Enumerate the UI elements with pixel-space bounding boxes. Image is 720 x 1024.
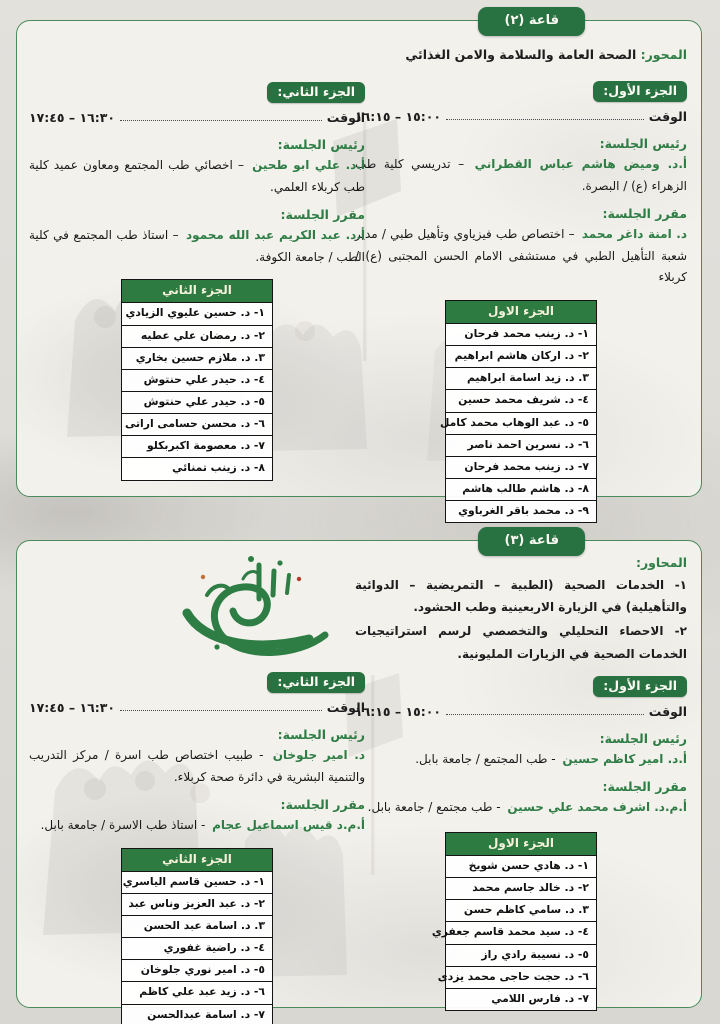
- part1-time-row: [355, 109, 687, 124]
- roster-body: [122, 872, 272, 1024]
- roster-row: ٢- د. رمضان علي عطيه: [122, 326, 272, 348]
- dotted-leader: [120, 710, 322, 711]
- hall3-part2-roster: [121, 848, 273, 1024]
- roster-row: ١- د. حسين قاسم الياسري: [122, 872, 272, 894]
- roster-row: ٢- د. عبد العزيز وناس عبد: [122, 894, 272, 916]
- chair-line: [29, 745, 365, 788]
- rapporteur-desc: - استاذ طب الاسرة / جامعة بابل.: [40, 818, 206, 833]
- roster-body: [122, 303, 272, 479]
- hall2-panel: [16, 13, 702, 518]
- chair-label: رئيس الجلسة:: [599, 136, 687, 151]
- rapporteur-line: [29, 225, 365, 268]
- time-label: الوقت: [648, 703, 687, 719]
- roster-row: ١- د. زينب محمد فرحان: [446, 324, 596, 346]
- roster-row: ٤- د. راضية غفوري: [122, 938, 272, 960]
- roster-row: ٥- د. امير نوري جلوخان: [122, 960, 272, 982]
- time-label: الوقت: [326, 700, 365, 715]
- topic-item: ١- الخدمات الصحية (الطبية – التمريضية – الدوائية والتأهيلية) في الزيارة الاربعينية وطب الحشود.: [355, 578, 687, 615]
- part1-label-tab: الجزء الأول:: [593, 81, 687, 102]
- time-value: ١٥:٠٠ – ١٦:١٥: [355, 703, 442, 719]
- rapporteur-line: [355, 797, 687, 819]
- topics-label: المحاور:: [635, 555, 687, 570]
- hall2-topic: [355, 45, 687, 65]
- roster-row: ٨- د. هاشم طالب هاشم: [446, 479, 596, 501]
- roster-row: ٤- د. شريف محمد حسين: [446, 390, 596, 412]
- part2-time-row: [29, 110, 365, 125]
- dotted-leader: [446, 714, 644, 715]
- roster-header: الجزء الاول: [446, 301, 596, 324]
- part2-time-row: [29, 700, 365, 715]
- chair-desc: – اخصائي طب المجتمع ومعاون عميد كلية طب كربلاء العلمي.: [29, 158, 365, 194]
- hall3-tab: قاعة (٣): [478, 527, 585, 556]
- dotted-leader: [446, 119, 644, 120]
- roster-row: ٢- د. خالد جاسم محمد: [446, 878, 596, 900]
- hall3-panel: [16, 533, 702, 1021]
- roster-row: ٥- د. نسيبة رادي راز: [446, 945, 596, 967]
- part2-label-tab: الجزء الثاني:: [267, 82, 365, 103]
- roster-row: ٤- د. سيد محمد قاسم جعفري: [446, 922, 596, 944]
- roster-row: ٥- د. عبد الوهاب محمد كامل: [446, 413, 596, 435]
- rapporteur-name: أ.د. عبد الكريم عبد الله محمود: [186, 228, 365, 243]
- roster-row: ٧- د. معصومة اكبربكلو: [122, 436, 272, 458]
- roster-row: ٢- د. اركان هاشم ابراهيم: [446, 346, 596, 368]
- roster-row: ٩- د. محمد باقر الغرباوي: [446, 501, 596, 522]
- topic-text: الصحة العامة والسلامة والامن الغذائي: [405, 47, 637, 62]
- hall3-part1-column: [355, 555, 687, 1011]
- dotted-leader: [120, 120, 322, 121]
- roster-header: الجزء الثاني: [122, 849, 272, 872]
- chair-desc: – تدريسي كلية طب الزهراء (ع) / البصرة.: [355, 157, 687, 193]
- chair-label: رئيس الجلسة:: [599, 730, 687, 746]
- roster-header: الجزء الثاني: [122, 280, 272, 303]
- rapporteur-label: مقرر الجلسة:: [280, 797, 365, 813]
- hall3-part2-column: [29, 549, 365, 1024]
- chair-desc: - طبيب اختصاص طب اسرة / مركز التدريب والتنمية البشرية في دائرة صحة كربلاء.: [29, 748, 365, 784]
- rapporteur-label: مقرر الجلسة:: [602, 206, 687, 222]
- hall3-part1-roster: [431, 832, 597, 1011]
- roster-body: [431, 856, 596, 1010]
- roster-row: ٣. د. اسامة عبد الحسن: [122, 916, 272, 938]
- roster-row: ٣. د. سامي كاظم حسن: [446, 900, 596, 922]
- roster-header: الجزء الاول: [446, 833, 596, 856]
- roster-row: ٥- د. حيدر علي حنتوش: [122, 392, 272, 414]
- rapporteur-desc: - طب مجتمع / جامعة بابل.: [367, 800, 501, 815]
- hall2-part1-roster: [439, 300, 597, 523]
- rapporteur-desc: – استاذ طب المجتمع في كلية الطب / جامعة الكوفة.: [29, 228, 365, 264]
- hall2-part1-column: [355, 45, 687, 523]
- chair-label: رئيس الجلسة:: [277, 727, 365, 742]
- hall2-part2-column: [29, 81, 365, 481]
- rapporteur-line: [29, 815, 365, 837]
- arbaeen-calligraphy-logo: [147, 549, 347, 665]
- roster-row: ٣. د. ملازم حسين بخاري: [122, 348, 272, 370]
- rapporteur-name: د. امنة داغر محمد: [581, 227, 687, 242]
- roster-row: ٦- د. محسن حسامى اراتى: [122, 414, 272, 436]
- rapporteur-label: مقرر الجلسة:: [602, 779, 687, 795]
- roster-body: [439, 324, 596, 522]
- time-value: ١٦:٣٠ – ١٧:٤٥: [29, 700, 116, 715]
- time-value: ١٦:٣٠ – ١٧:٤٥: [29, 110, 116, 125]
- roster-row: ٧- د. زينب محمد فرحان: [446, 457, 596, 479]
- chair-label: رئيس الجلسة:: [277, 137, 365, 152]
- chair-line: [29, 155, 365, 198]
- hall2-tab: قاعة (٢): [478, 7, 585, 36]
- rapporteur-name: أ.م.د. اشرف محمد علي حسين: [507, 800, 687, 815]
- rapporteur-label: مقرر الجلسة:: [280, 207, 365, 223]
- time-label: الوقت: [326, 110, 365, 125]
- roster-row: ١- د. هادي حسن شويخ: [446, 856, 596, 878]
- rapporteur-desc: – اختصاص طب فيزياوي وتأهيل طبي / مدير شعبة التأهيل الطبي في مستشفى الامام الحسن المجتبى (ع) / كربلاء: [355, 227, 687, 285]
- rapporteur-line: [355, 224, 687, 289]
- time-value: ١٥:٠٠ – ١٦:١٥: [355, 109, 442, 124]
- part2-label-tab: الجزء الثاني:: [267, 672, 365, 693]
- hall2-part2-roster: [121, 279, 273, 480]
- topics-list: [355, 574, 687, 665]
- roster-row: ٣. د. زيد اسامة ابراهيم: [446, 368, 596, 390]
- roster-row: ٧- د. اسامة عبدالحسن: [122, 1005, 272, 1024]
- topic-label: المحور:: [640, 47, 687, 62]
- roster-row: ٨- د. زينب تمنائي: [122, 458, 272, 479]
- chair-name: أ.د. وميض هاشم عباس القطراني: [474, 157, 687, 171]
- chair-name: د. امير جلوخان: [272, 748, 365, 762]
- chair-name: أ.د. امير كاظم حسين: [562, 751, 687, 766]
- chair-name: أ.د. علي ابو طحين: [252, 158, 365, 172]
- chair-line: [355, 154, 687, 197]
- roster-row: ٦- د. نسرين احمد ناصر: [446, 435, 596, 457]
- roster-row: ٦- د. زيد عبد علي كاظم: [122, 982, 272, 1004]
- time-label: الوقت: [648, 109, 687, 124]
- roster-row: ٦- د. حجت حاجى محمد يزدى: [446, 967, 596, 989]
- part1-time-row: [355, 704, 687, 719]
- chair-desc: - طب المجتمع / جامعة بابل.: [415, 751, 556, 766]
- roster-row: ٧- د. فارس اللامي: [446, 989, 596, 1010]
- roster-row: ١- د. حسين عليوي الزيادي: [122, 303, 272, 325]
- roster-row: ٤- د. حيدر علي حنتوش: [122, 370, 272, 392]
- chair-line: [355, 749, 687, 771]
- rapporteur-name: أ.م.د قيس اسماعيل عجام: [212, 818, 365, 833]
- topic-item: ٢- الاحصاء التحليلي والتخصصي لرسم استراتيجيات الخدمات الصحية في الزيارات المليونية.: [355, 624, 687, 661]
- part1-label-tab: الجزء الأول:: [593, 676, 687, 697]
